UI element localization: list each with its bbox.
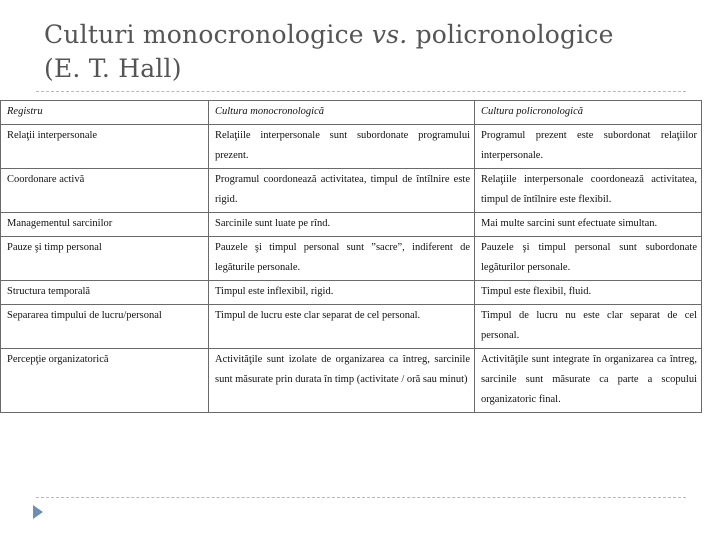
poli-cell: Programul prezent este subordonat relaţiilor interpersonale. xyxy=(475,125,702,169)
poli-cell: Activităţile sunt integrate în organizarea ca întreg, sarcinile sunt măsurate ca parte a scopului organizatoric final. xyxy=(475,349,702,413)
table-header-row xyxy=(1,101,702,125)
table-row xyxy=(1,213,702,237)
table-row xyxy=(1,125,702,169)
poli-cell: Mai multe sarcini sunt efectuate simultan. xyxy=(475,213,702,237)
slide-title xyxy=(44,18,704,86)
bottom-divider xyxy=(36,497,686,498)
mono-cell: Activităţile sunt izolate de organizarea ca întreg, sarcinile sunt măsurate prin durata în timp (activitate / oră sau minut) xyxy=(209,349,475,413)
row-label: Structura temporală xyxy=(1,281,209,305)
row-label: Managementul sarcinilor xyxy=(1,213,209,237)
header-registru: Registru xyxy=(1,101,209,125)
poli-cell: Pauzele şi timpul personal sunt subordonate legăturilor personale. xyxy=(475,237,702,281)
top-divider xyxy=(36,91,686,92)
poli-cell: Timpul de lucru nu este clar separat de cel personal. xyxy=(475,305,702,349)
poli-cell: Relaţiile interpersonale coordonează activitatea, timpul de întîlnire este flexibil. xyxy=(475,169,702,213)
mono-cell: Timpul de lucru este clar separat de cel personal. xyxy=(209,305,475,349)
poli-cell: Timpul este flexibil, fluid. xyxy=(475,281,702,305)
table-row xyxy=(1,169,702,213)
bullet-arrow-icon xyxy=(33,505,43,519)
title-part1: Culturi monocronologice xyxy=(44,20,372,49)
table-row xyxy=(1,349,702,413)
title-line2: (E. T. Hall) xyxy=(44,54,182,83)
comparison-table xyxy=(0,100,702,413)
row-label: Separarea timpului de lucru/personal xyxy=(1,305,209,349)
title-vs: vs. xyxy=(371,20,408,49)
row-label: Relaţii interpersonale xyxy=(1,125,209,169)
mono-cell: Programul coordonează activitatea, timpul de întîlnire este rigid. xyxy=(209,169,475,213)
header-monocronologica: Cultura monocronologică xyxy=(209,101,475,125)
mono-cell: Pauzele şi timpul personal sunt ”sacre”, indiferent de legăturile personale. xyxy=(209,237,475,281)
mono-cell: Relaţiile interpersonale sunt subordonate programului prezent. xyxy=(209,125,475,169)
title-part2: policronologice xyxy=(407,20,614,49)
header-policronologica: Cultura policronologică xyxy=(475,101,702,125)
row-label: Coordonare activă xyxy=(1,169,209,213)
table-row xyxy=(1,305,702,349)
mono-cell: Timpul este inflexibil, rigid. xyxy=(209,281,475,305)
row-label: Percepţie organizatorică xyxy=(1,349,209,413)
mono-cell: Sarcinile sunt luate pe rînd. xyxy=(209,213,475,237)
table-row xyxy=(1,237,702,281)
table-row xyxy=(1,281,702,305)
row-label: Pauze şi timp personal xyxy=(1,237,209,281)
